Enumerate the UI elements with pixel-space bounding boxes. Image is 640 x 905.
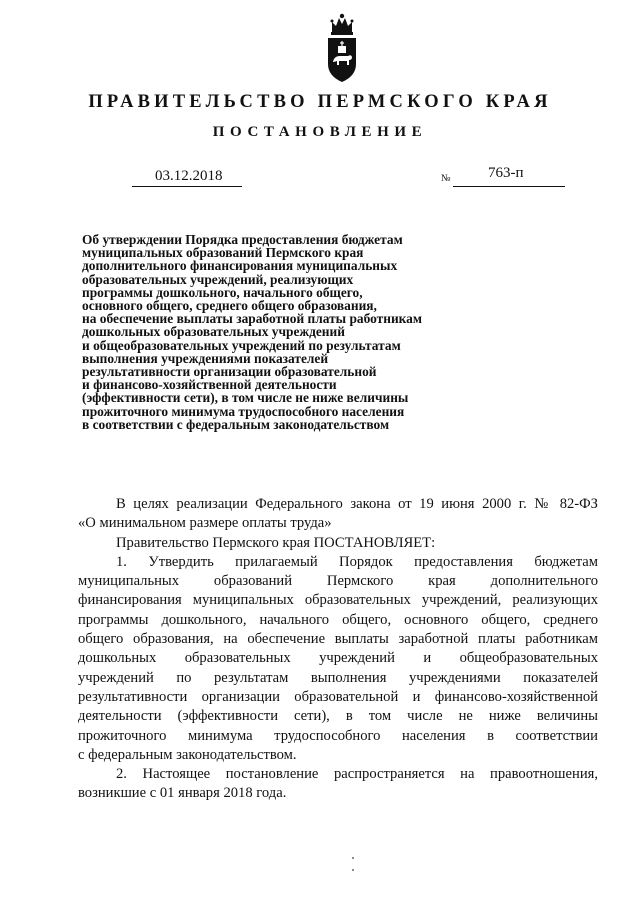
item1-line: дошкольных образовательных учреждений и общеобразовательных bbox=[78, 650, 598, 667]
item1-line: муниципальных образований Пермского края дополнительного bbox=[78, 573, 598, 590]
subject-line: выполнения учреждениями показателей bbox=[82, 350, 329, 366]
subject-line: в соответствии с федеральным законодательством bbox=[82, 416, 390, 432]
subject-line: дошкольных образовательных учреждений bbox=[82, 324, 345, 340]
scan-speck bbox=[352, 869, 354, 871]
document-type: ПОСТАНОВЛЕНИЕ bbox=[212, 124, 428, 140]
coat-of-arms-icon bbox=[324, 10, 360, 84]
subject-line: на обеспечение выплаты заработной платы работникам bbox=[82, 311, 422, 327]
intro-line: «О минимальном размере оплаты труда» bbox=[78, 515, 332, 532]
intro-line: В целях реализации Федерального закона от 19 июня 2000 г. № 82-ФЗ bbox=[116, 496, 598, 512]
item1-line: учреждений по результатам выполнения учреждениями показателей bbox=[78, 669, 598, 686]
subject-line: программы дошкольного, начального общего, bbox=[82, 284, 363, 300]
item1-line: программы дошкольного, начального общего, основного общего, среднего bbox=[78, 611, 598, 628]
document-number: 763-п bbox=[488, 165, 524, 181]
subject-line: прожиточного минимума трудоспособного населения bbox=[82, 403, 405, 419]
subject-line: результативности организации образовательной bbox=[82, 364, 377, 380]
government-title: ПРАВИТЕЛЬСТВО ПЕРМСКОГО КРАЯ bbox=[88, 92, 552, 112]
document-body bbox=[78, 495, 598, 804]
item1-line: деятельности (эффективности сети), в том числе не ниже величины bbox=[78, 708, 598, 725]
resolves-line: Правительство Пермского края ПОСТАНОВЛЯЕТ: bbox=[116, 534, 436, 551]
item2-line: 2. Настоящее постановление распространяется на правоотношения, bbox=[116, 766, 598, 783]
item1-line: прожиточного минимума трудоспособного населения в соответствии bbox=[78, 727, 598, 744]
item1-line: результативности организации образовательной и финансово-хозяйственной bbox=[78, 688, 598, 705]
item1-line: с федеральным законодательством. bbox=[78, 746, 297, 763]
subject-line: образовательных учреждений, реализующих bbox=[82, 271, 354, 287]
subject-line: муниципальных образований Пермского края bbox=[82, 245, 364, 261]
item1-line: общего образования, на обеспечение выплаты заработной платы работникам bbox=[78, 631, 598, 648]
item1-line: финансирования муниципальных образовательных учреждений, реализующих bbox=[78, 592, 598, 609]
number-sign: № bbox=[441, 173, 451, 184]
scan-speck bbox=[352, 857, 354, 859]
subject-line: (эффективности сети), в том числе не ниже величины bbox=[82, 390, 409, 406]
subject-line: и общеобразовательных учреждений по результатам bbox=[82, 337, 401, 353]
item2-line: возникшие с 01 января 2018 года. bbox=[78, 785, 287, 802]
subject-line: Об утверждении Порядка предоставления бюджетам bbox=[82, 232, 403, 247]
document-subject bbox=[82, 233, 502, 431]
item1-line: 1. Утвердить прилагаемый Порядок предоставления бюджетам bbox=[116, 553, 598, 570]
subject-line: и финансово-хозяйственной деятельности bbox=[82, 377, 337, 393]
subject-line: дополнительного финансирования муниципальных bbox=[82, 258, 398, 274]
document-date: 03.12.2018 bbox=[155, 168, 223, 184]
subject-line: основного общего, среднего общего образования, bbox=[82, 298, 377, 314]
